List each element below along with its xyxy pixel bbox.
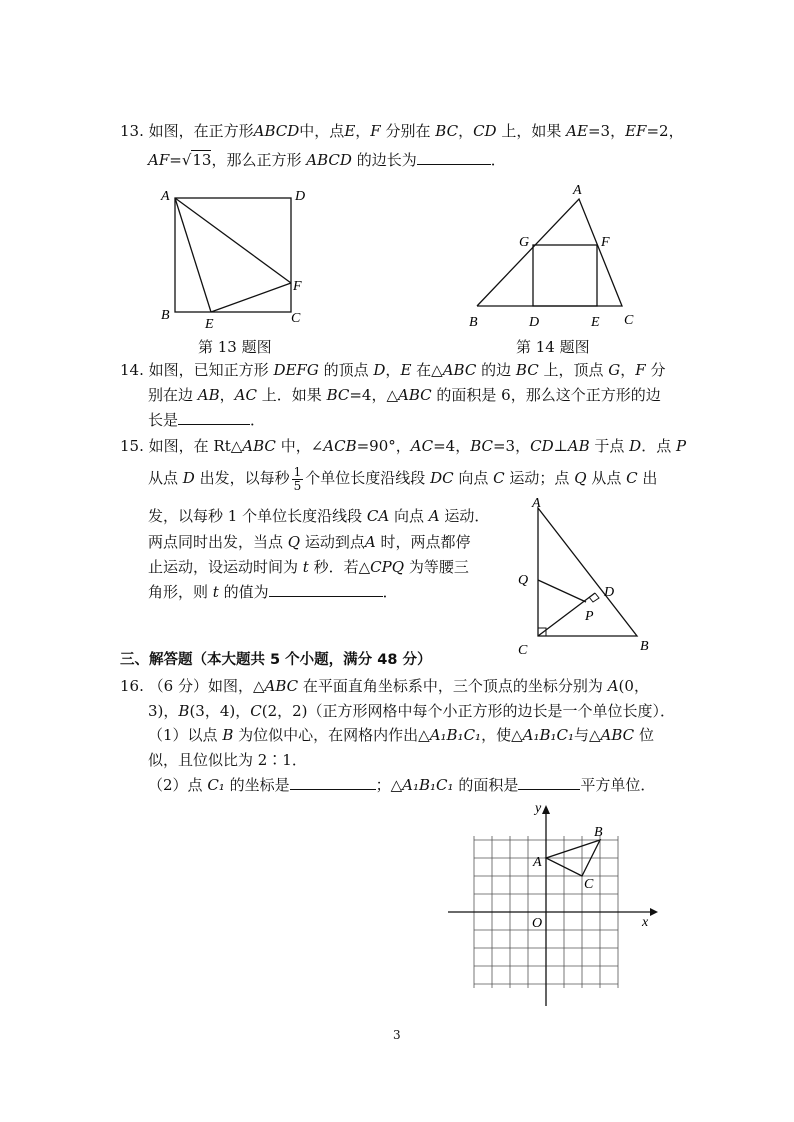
- fig13-label-e: E: [205, 317, 214, 332]
- fig15-label-c: C: [518, 643, 528, 658]
- y-axis-arrow: [542, 805, 550, 814]
- q15-line5: 止运动，设运动时间为 t 秒．若△CPQ 为等腰三: [148, 558, 469, 576]
- fig13-caption: 第 13 题图: [198, 338, 272, 356]
- fig14-label-e: E: [591, 315, 600, 330]
- fig16-label-x: x: [642, 915, 649, 930]
- q16-part1-line1: （1）以点 B 为位似中心，在网格内作出△A₁B₁C₁，使△A₁B₁C₁与△ABC 位: [148, 726, 654, 744]
- figure-15: [512, 494, 662, 660]
- q14-answer-blank[interactable]: [178, 410, 250, 425]
- q13-line2: AF=√13，那么正方形 ABCD 的边长为 ．: [148, 151, 506, 169]
- fig13-label-d: D: [295, 189, 306, 204]
- q14-line2: 别在边 AB，AC 上．如果 BC=4，△ABC 的面积是 6，那么这个正方形的边: [148, 386, 661, 404]
- fig16-label-b: B: [594, 825, 603, 840]
- fraction-one-fifth: $\frac{1}{5}$: [293, 464, 302, 493]
- q15-line1: 15. 如图，在 Rt△ABC 中，∠ACB=90°，AC=4，BC=3，CD⊥AB 于点 D．点 P: [120, 437, 687, 455]
- q14-line3: 长是 ．: [148, 411, 266, 429]
- x-axis-arrow: [650, 908, 658, 916]
- figure-14: [460, 180, 645, 330]
- fig16-label-c: C: [584, 877, 594, 892]
- q16-line1: 16. （6 分）如图，△ABC 在平面直角坐标系中，三个顶点的坐标分别为 A(0，: [120, 677, 649, 695]
- fig14-caption: 第 14 题图: [516, 338, 590, 356]
- fig14-label-b: B: [469, 315, 478, 330]
- q15-answer-blank[interactable]: [269, 582, 383, 597]
- fig14-label-f: F: [601, 235, 610, 250]
- fig13-label-b: B: [161, 308, 170, 323]
- fig14-label-a: A: [573, 183, 582, 198]
- fig15-label-b: B: [640, 639, 649, 654]
- q15-line4: 两点同时出发，当点 Q 运动到点A 时，两点都停: [148, 533, 471, 551]
- fig14-label-d: D: [529, 315, 540, 330]
- fig14-label-c: C: [624, 313, 634, 328]
- q15-line6: 角形，则 t 的值为 ．: [148, 583, 398, 601]
- q13-answer-blank[interactable]: [417, 150, 491, 165]
- q15-line2: 从点 D 出发，以每秒 $\frac{1}{5}$ 个单位长度沿线段 DC 向点 C 运动；点 Q 从点 C 出: [148, 464, 658, 493]
- q16-line2: 3)，B(3，4)，C(2，2)（正方形网格中每个小正方形的边长是一个单位长度）．: [148, 702, 676, 720]
- fig13-label-f: F: [293, 279, 302, 294]
- figure-16: [440, 800, 660, 1012]
- q14-line1: 14. 如图，已知正方形 DEFG 的顶点 D，E 在△ABC 的边 BC 上，顶点 G，F 分: [120, 361, 666, 379]
- q16-part1-line2: 似，且位似比为 2∶1．: [148, 751, 307, 769]
- fig15-label-p: P: [585, 609, 594, 624]
- fig15-label-a: A: [532, 496, 541, 511]
- q16-part2: （2）点 C₁ 的坐标是 ；△A₁B₁C₁ 的面积是 平方单位．: [148, 776, 656, 794]
- fig15-label-q: Q: [518, 573, 529, 588]
- q13-line1: 13. 如图，在正方形ABCD中，点E，F 分别在 BC，CD 上，如果 AE=3，EF=2，: [120, 122, 684, 140]
- fig13-label-c: C: [291, 311, 301, 326]
- fig16-label-o: O: [532, 916, 543, 931]
- fig16-label-a: A: [533, 855, 542, 870]
- fig15-label-d: D: [604, 585, 615, 600]
- page-number: 3: [393, 1028, 401, 1042]
- fig16-label-y: y: [535, 801, 542, 816]
- q16-area-blank[interactable]: [518, 775, 580, 790]
- section-3-title: 三、解答题（本大题共 5 个小题，满分 48 分）: [120, 652, 432, 668]
- q16-c1-blank[interactable]: [290, 775, 376, 790]
- fig14-label-g: G: [519, 235, 530, 250]
- q15-line3: 发，以每秒 1 个单位长度沿线段 CA 向点 A 运动．: [148, 507, 490, 525]
- fig13-label-a: A: [161, 189, 170, 204]
- figure-13: [155, 184, 325, 332]
